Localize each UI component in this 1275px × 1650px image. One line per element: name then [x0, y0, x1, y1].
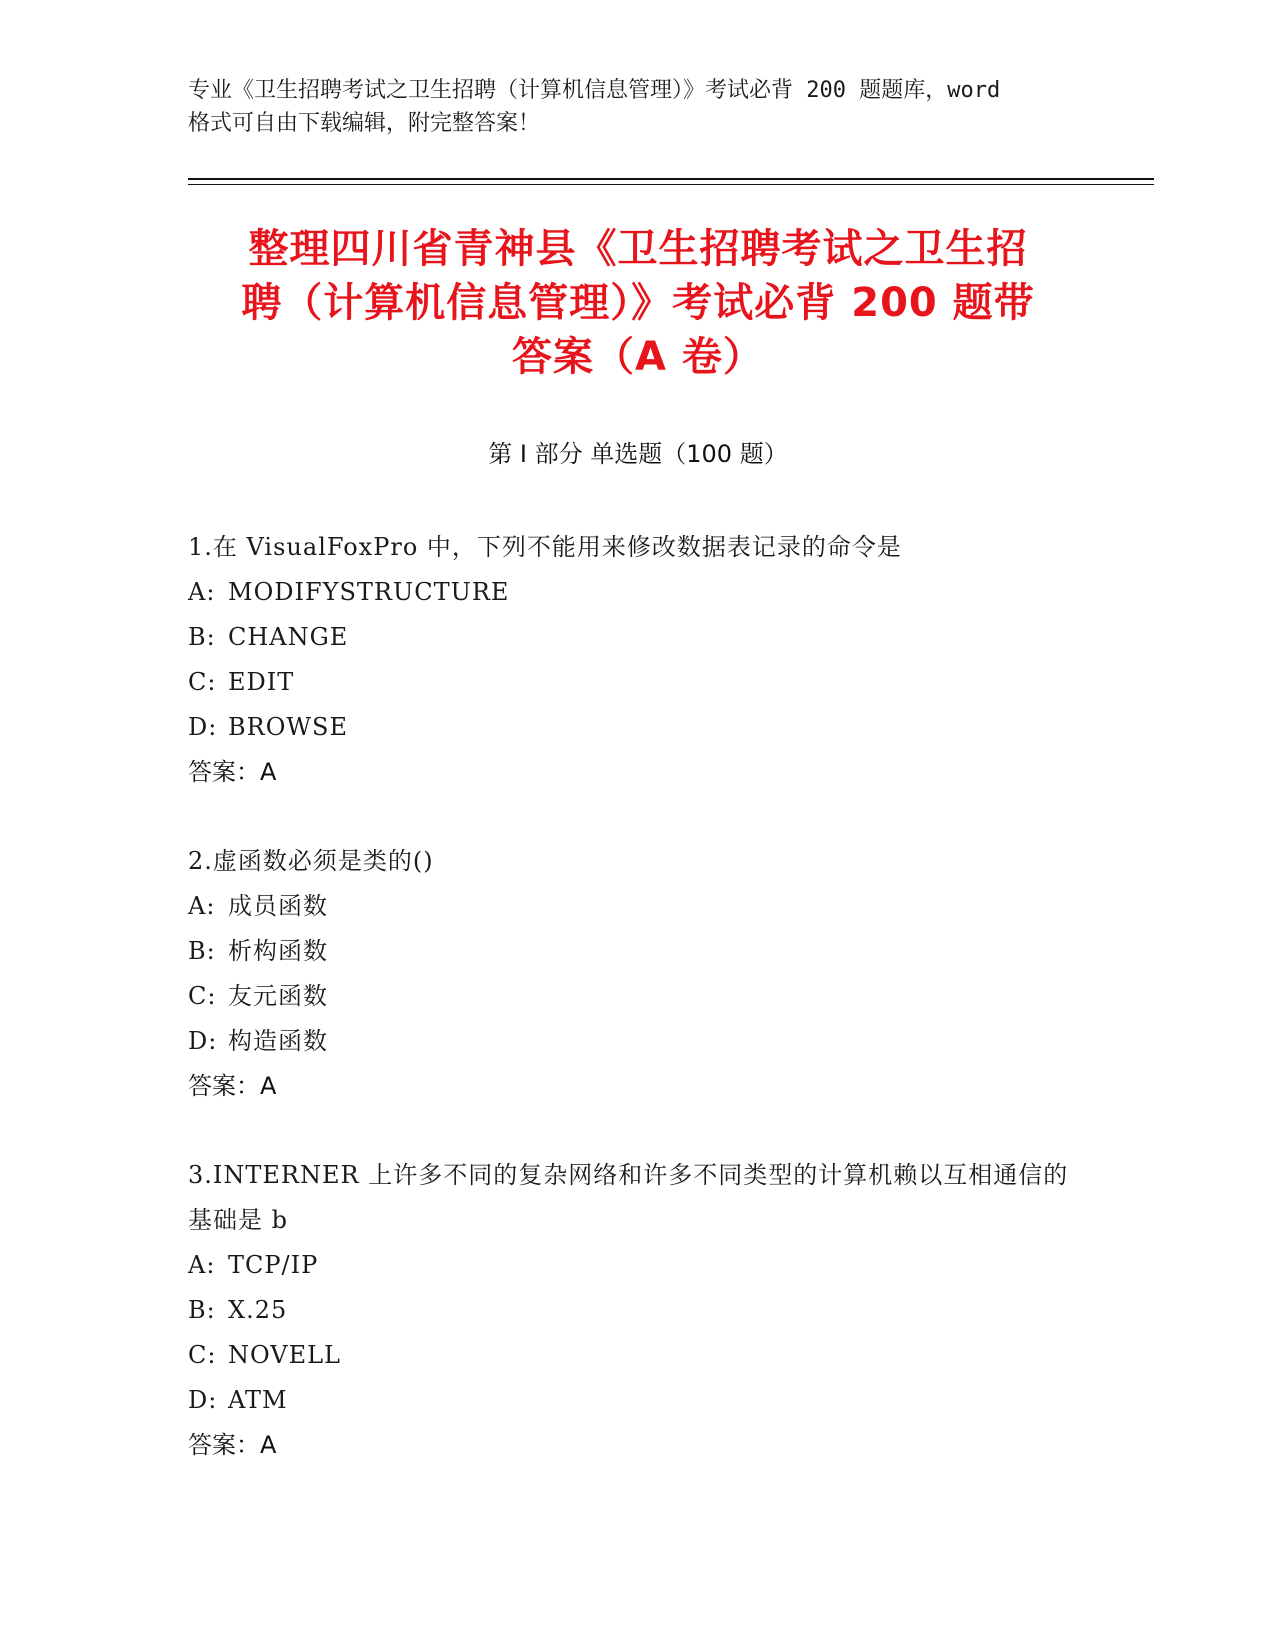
option-text: TCP/IP	[228, 1251, 319, 1279]
question-item	[188, 525, 1088, 795]
question-stem: 2.虚函数必须是类的()	[188, 847, 434, 875]
header-divider-thin	[188, 184, 1154, 185]
option-text: 析构函数	[228, 937, 328, 965]
option-text: ATM	[228, 1386, 288, 1414]
header-note	[188, 74, 1088, 140]
option-key: D:	[188, 713, 218, 741]
option-c	[188, 660, 1088, 705]
document-title-line-2: 聘（计算机信息管理）》考试必背 200 题带	[241, 280, 1035, 326]
section-heading: 第 I 部分 单选题（100 题）	[488, 440, 788, 468]
option-key: A:	[188, 1251, 216, 1279]
option-d	[188, 1378, 1088, 1423]
answer-line: 答案：A	[188, 1072, 277, 1100]
header-note-line-1: 专业《卫生招聘考试之卫生招聘（计算机信息管理）》考试必背 200 题题库，word	[188, 78, 1001, 103]
option-b	[188, 615, 1088, 660]
option-text: EDIT	[228, 668, 295, 696]
header-divider-thick	[188, 178, 1154, 180]
option-d	[188, 705, 1088, 750]
option-d	[188, 1019, 1088, 1064]
question-stem: 1.在 VisualFoxPro 中，下列不能用来修改数据表记录的命令是	[188, 533, 902, 561]
option-a	[188, 1243, 1088, 1288]
option-key: C:	[188, 1341, 217, 1369]
option-c	[188, 974, 1088, 1019]
question-item	[188, 1153, 1088, 1468]
option-text: 友元函数	[228, 982, 328, 1010]
option-key: C:	[188, 668, 217, 696]
document-title-line-3: 答案（A 卷）	[512, 334, 764, 380]
option-text: MODIFYSTRUCTURE	[228, 578, 510, 606]
option-key: D:	[188, 1027, 218, 1055]
option-text: NOVELL	[228, 1341, 341, 1369]
question-stem: 3.INTERNER 上许多不同的复杂网络和许多不同类型的计算机赖以互相通信的基础是 b	[188, 1161, 1069, 1234]
option-key: B:	[188, 937, 216, 965]
answer-line: 答案：A	[188, 758, 277, 786]
option-key: D:	[188, 1386, 218, 1414]
option-b	[188, 929, 1088, 974]
question-list	[188, 525, 1088, 1512]
option-text: 成员函数	[228, 892, 328, 920]
header-note-line-2: 格式可自由下载编辑，附完整答案！	[188, 111, 541, 136]
option-key: A:	[188, 892, 216, 920]
option-text: CHANGE	[228, 623, 349, 651]
option-text: BROWSE	[228, 713, 349, 741]
question-item	[188, 839, 1088, 1109]
option-key: C:	[188, 982, 217, 1010]
option-key: B:	[188, 623, 216, 651]
option-a	[188, 884, 1088, 929]
document-title	[188, 222, 1088, 384]
answer-line: 答案：A	[188, 1431, 277, 1459]
option-b	[188, 1288, 1088, 1333]
option-a	[188, 570, 1088, 615]
document-title-line-1: 整理四川省青神县《卫生招聘考试之卫生招	[248, 226, 1028, 272]
option-key: B:	[188, 1296, 216, 1324]
option-text: X.25	[228, 1296, 288, 1324]
option-text: 构造函数	[228, 1027, 328, 1055]
option-c	[188, 1333, 1088, 1378]
option-key: A:	[188, 578, 216, 606]
